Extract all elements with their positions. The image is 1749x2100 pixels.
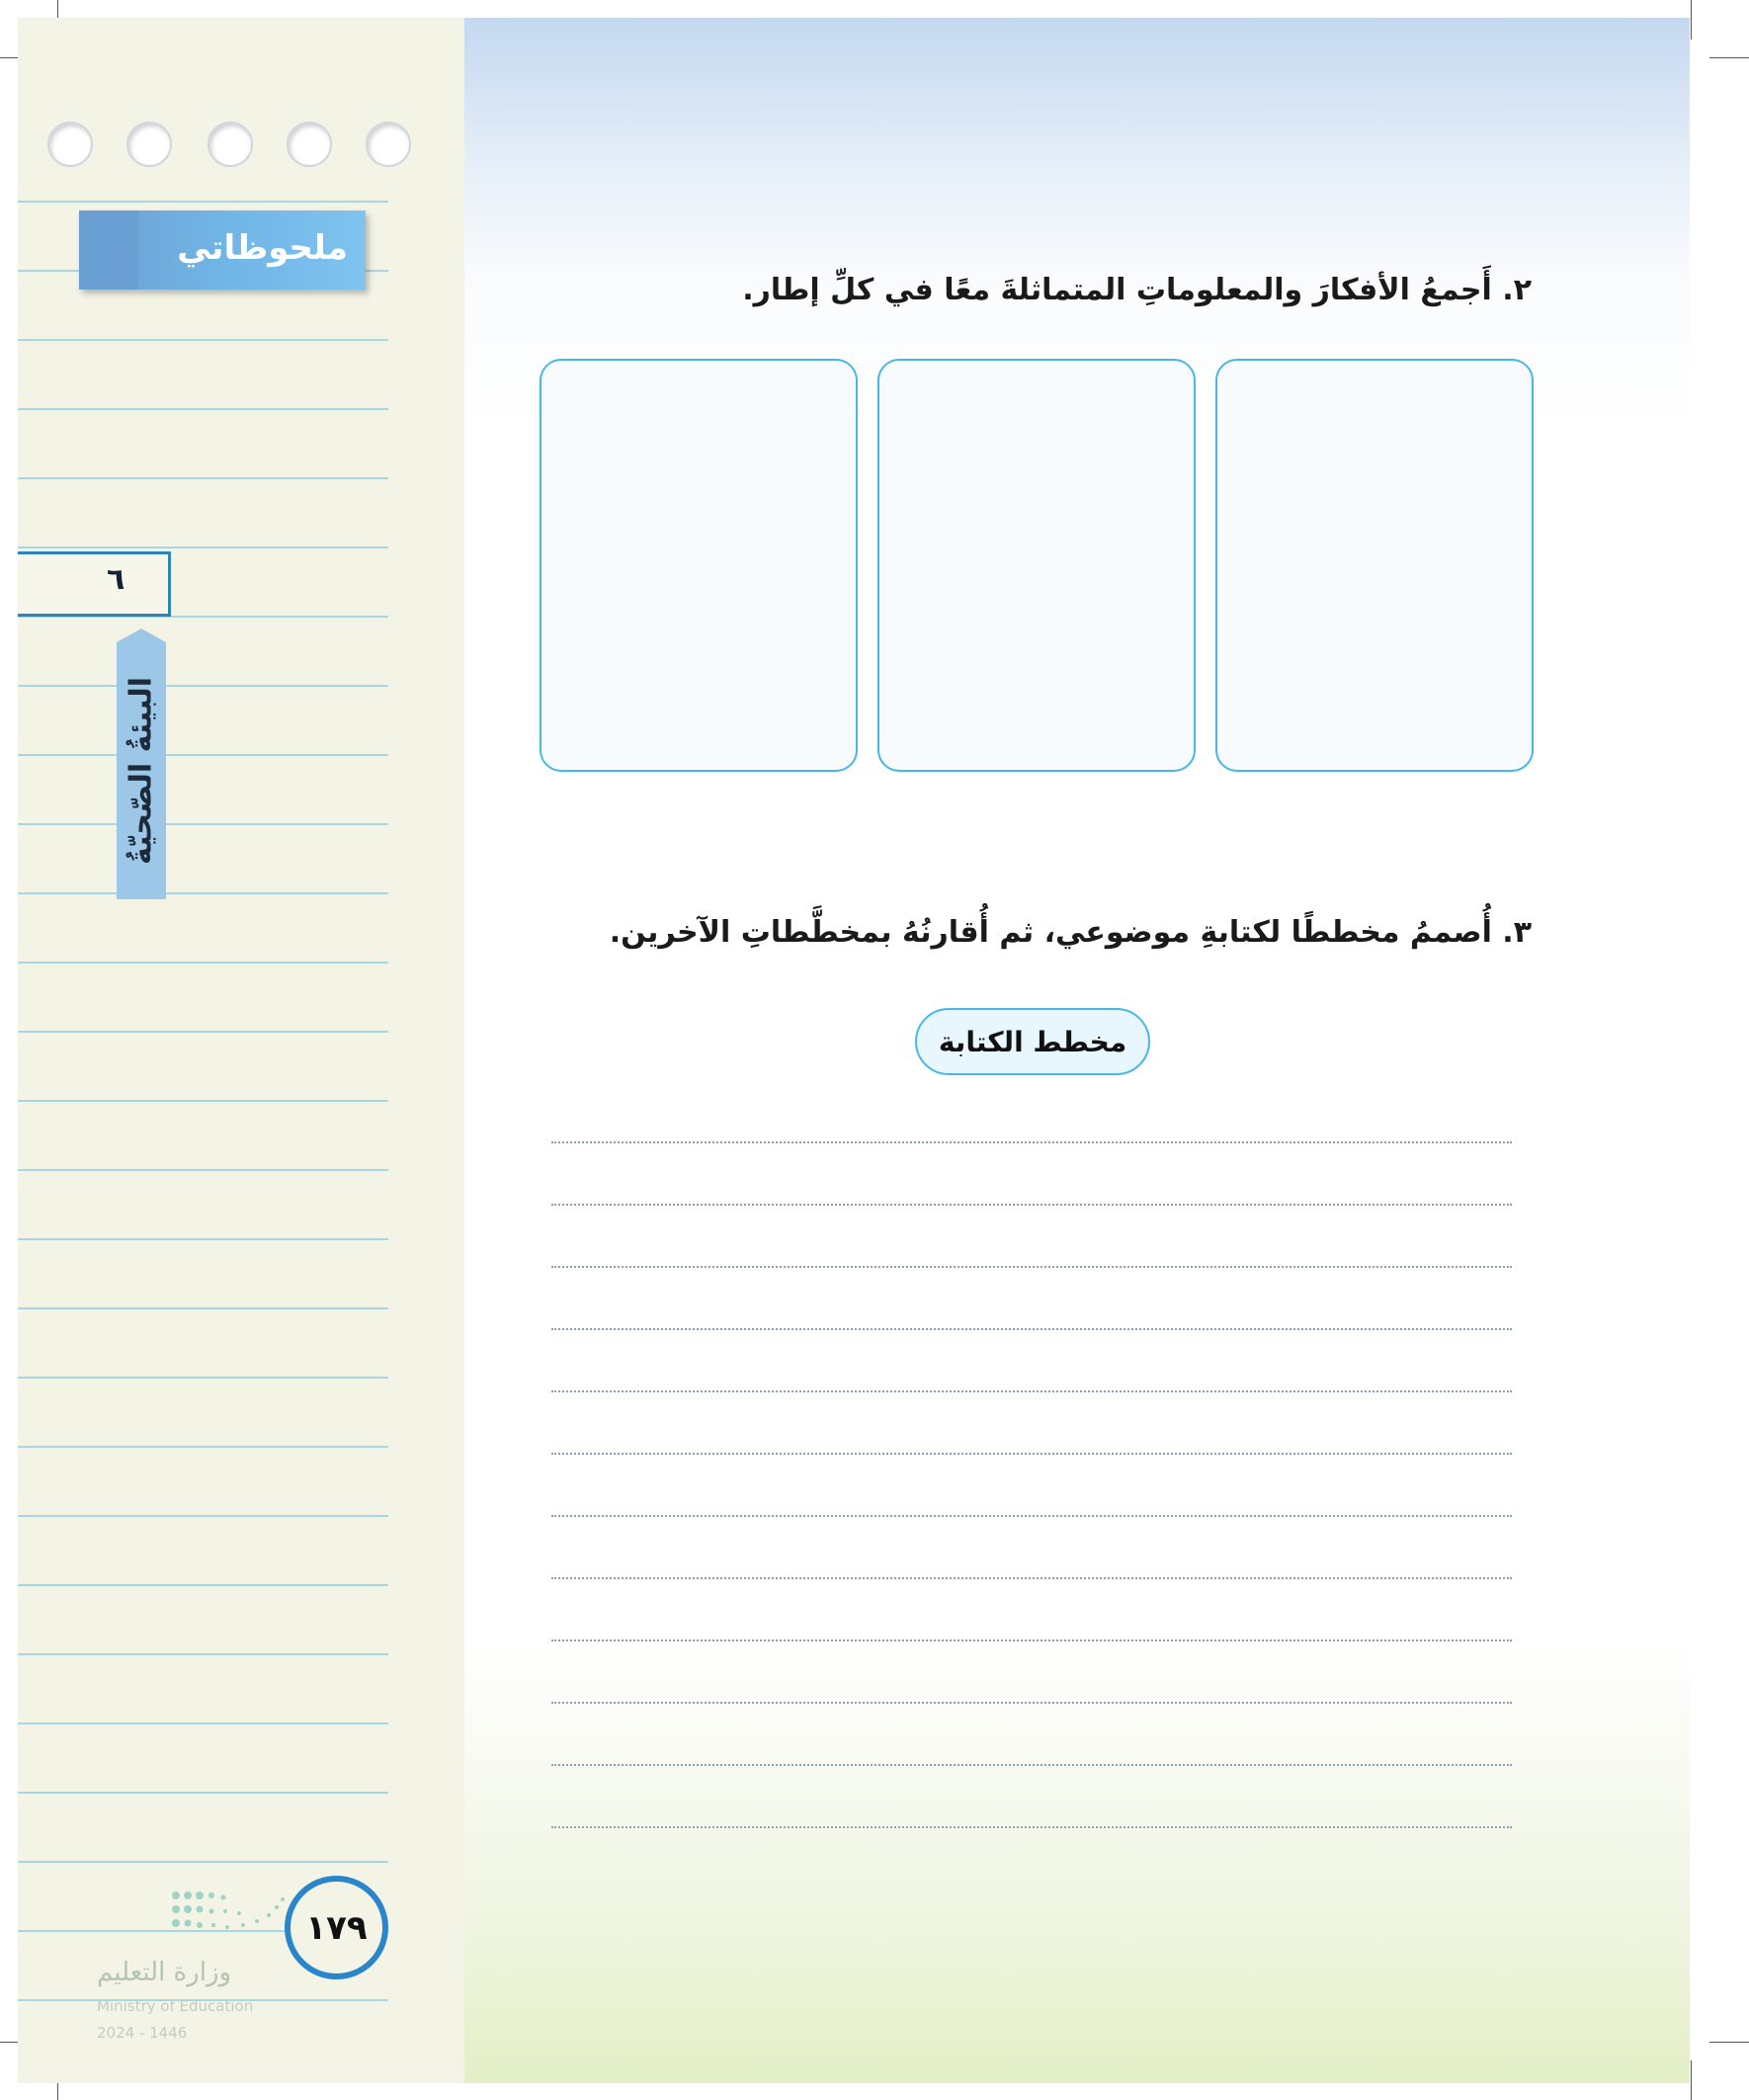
answer-frame-middle[interactable] xyxy=(877,359,1196,772)
notes-rule-line xyxy=(18,1792,388,1794)
main-panel xyxy=(464,18,1690,2083)
ministry-name-english: Ministry of Education xyxy=(97,1997,254,2015)
notes-panel xyxy=(18,18,466,2083)
tab-stripe xyxy=(79,210,138,290)
notes-rule-line xyxy=(18,892,388,894)
notes-rule-line xyxy=(18,1584,388,1586)
notes-rule-line xyxy=(18,201,388,203)
writing-line[interactable] xyxy=(551,1390,1512,1392)
writing-line[interactable] xyxy=(551,1204,1512,1206)
notes-rule-line xyxy=(18,1861,388,1863)
notes-title: ملحوظاتي xyxy=(177,228,348,268)
notes-rule-line xyxy=(18,1722,388,1724)
writing-plan-label: مخطط الكتابة xyxy=(915,1008,1150,1075)
notes-rule-line xyxy=(18,1653,388,1655)
binder-hole xyxy=(366,122,411,167)
crop-mark xyxy=(1709,2042,1749,2043)
notes-rule-line xyxy=(18,1238,388,1240)
unit-ribbon xyxy=(117,642,166,899)
answer-frame-right[interactable] xyxy=(1215,359,1534,772)
page-number-badge xyxy=(285,1876,388,1979)
writing-line[interactable] xyxy=(551,1826,1512,1828)
notes-rule-line xyxy=(18,962,388,964)
answer-frame-left[interactable] xyxy=(540,359,858,772)
unit-title: البيئةُ الصّحيّةُ xyxy=(124,676,159,866)
crop-mark xyxy=(1691,0,1692,40)
writing-line[interactable] xyxy=(551,1764,1512,1766)
question-3: ٣. أُصممُ مخططًا لكتابةِ موضوعي، ثم أُقارنُهُ بمخطَّطاتِ الآخرين. xyxy=(609,915,1532,950)
binder-hole xyxy=(126,122,172,167)
ribbon-notch xyxy=(117,629,166,642)
binder-hole xyxy=(287,122,332,167)
notes-rule-line xyxy=(18,546,388,548)
writing-line[interactable] xyxy=(551,1266,1512,1268)
notes-rule-line xyxy=(18,1100,388,1102)
unit-number-box xyxy=(18,551,171,617)
notes-rule-line xyxy=(18,1377,388,1379)
crop-mark xyxy=(1691,2060,1692,2100)
writing-line[interactable] xyxy=(551,1639,1512,1641)
notes-rule-line xyxy=(18,1446,388,1448)
notes-rule-line xyxy=(18,1515,388,1517)
notes-rule-line xyxy=(18,339,388,341)
writing-line[interactable] xyxy=(551,1328,1512,1330)
binder-hole xyxy=(208,122,253,167)
writing-line[interactable] xyxy=(551,1141,1512,1143)
notes-rule-line xyxy=(18,1169,388,1171)
crop-mark xyxy=(1709,57,1749,58)
notes-rule-line xyxy=(18,754,388,756)
notes-rule-line xyxy=(18,1307,388,1309)
writing-line[interactable] xyxy=(551,1453,1512,1455)
notes-rule-line xyxy=(18,477,388,479)
writing-line[interactable] xyxy=(551,1577,1512,1579)
notes-title-tab xyxy=(79,210,366,290)
writing-line[interactable] xyxy=(551,1702,1512,1704)
ministry-logo-icon xyxy=(166,1886,304,1945)
page-number: ١٧٩ xyxy=(305,1907,368,1948)
ministry-name-arabic: وزارة التعليم xyxy=(97,1958,232,1987)
notes-rule-line xyxy=(18,823,388,825)
writing-line[interactable] xyxy=(551,1515,1512,1517)
edition-year: 2024 - 1446 xyxy=(97,2024,188,2042)
notes-rule-line xyxy=(18,1031,388,1033)
unit-number: ٦ xyxy=(107,562,125,597)
question-2: ٢. أَجمعُ الأفكارَ والمعلوماتِ المتماثلةَ معًا في كلِّ إطار. xyxy=(742,273,1532,307)
binder-hole xyxy=(47,122,93,167)
notes-rule-line xyxy=(18,685,388,687)
notes-rule-line xyxy=(18,408,388,410)
